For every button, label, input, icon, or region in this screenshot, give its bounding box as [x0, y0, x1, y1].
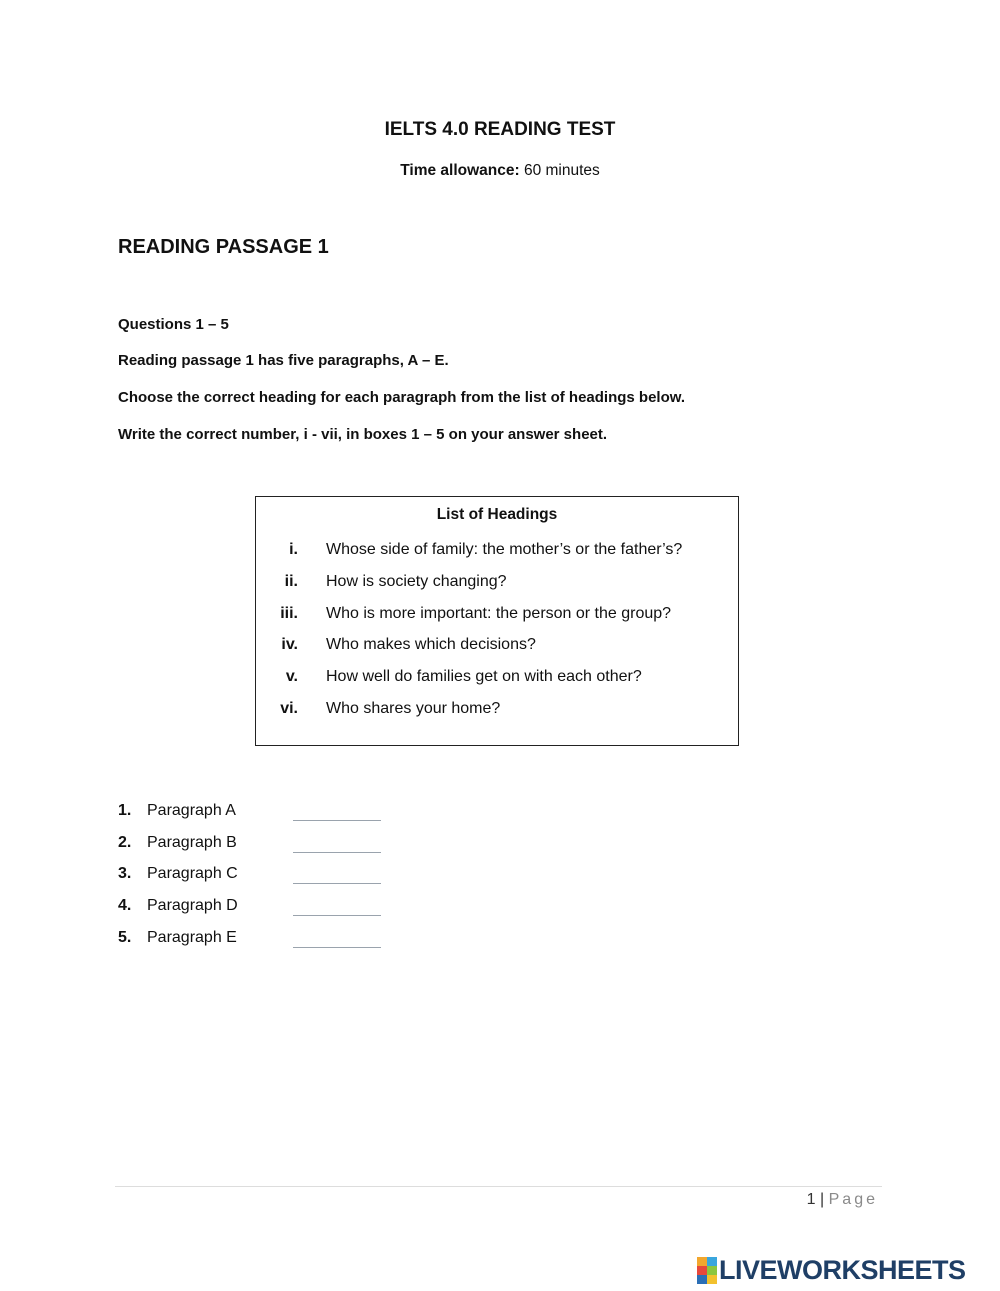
answer-blank-5[interactable] [293, 947, 381, 948]
instruction-write-number: Write the correct number, i - vii, in boxes 1 – 5 on your answer sheet. [118, 426, 608, 443]
heading-item [256, 573, 738, 597]
time-allowance-label: Time allowance: [400, 162, 520, 179]
question-label: Paragraph E [147, 929, 237, 946]
heading-item [256, 668, 738, 692]
logo-block [697, 1257, 707, 1266]
page-number-separator: | [815, 1191, 829, 1208]
liveworksheets-logo[interactable] [697, 1256, 966, 1284]
logo-block [697, 1275, 707, 1284]
page-title: IELTS 4.0 READING TEST [384, 119, 616, 140]
heading-item-number: i. [289, 541, 298, 558]
footer-divider [115, 1186, 882, 1187]
question-number: 2. [118, 834, 132, 851]
heading-item-number: iv. [281, 636, 298, 653]
heading-item [256, 541, 738, 565]
heading-item-text: How well do families get on with each other? [326, 668, 642, 685]
instruction-questions-range: Questions 1 – 5 [118, 316, 229, 333]
page-number-value: 1 [806, 1191, 816, 1208]
heading-item-text: Who shares your home? [326, 700, 501, 717]
heading-item-text: Whose side of family: the mother’s or the father’s? [326, 541, 683, 558]
question-number: 5. [118, 929, 132, 946]
logo-block [707, 1275, 717, 1284]
question-number: 3. [118, 865, 132, 882]
question-row [118, 897, 418, 921]
liveworksheets-blocks-icon [697, 1257, 717, 1284]
question-row [118, 865, 418, 889]
heading-item-number: ii. [284, 573, 298, 590]
list-of-headings-box [255, 496, 739, 746]
heading-item [256, 605, 738, 629]
logo-block [707, 1257, 717, 1266]
heading-item-number: v. [285, 668, 298, 685]
instruction-paragraph-count: Reading passage 1 has five paragraphs, A – E. [118, 352, 449, 369]
question-row [118, 929, 418, 953]
answer-blank-3[interactable] [293, 883, 381, 884]
instruction-choose-heading: Choose the correct heading for each paragraph from the list of headings below. [118, 389, 686, 406]
question-number: 1. [118, 802, 132, 819]
question-row [118, 802, 418, 826]
logo-block [697, 1266, 707, 1275]
passage-heading: READING PASSAGE 1 [118, 236, 329, 258]
list-of-headings-title: List of Headings [436, 506, 558, 523]
question-label: Paragraph A [147, 802, 236, 819]
heading-item-number: iii. [280, 605, 298, 622]
question-row [118, 834, 418, 858]
time-allowance-value: 60 minutes [519, 162, 600, 179]
heading-item [256, 636, 738, 660]
page-number [780, 1191, 878, 1209]
logo-block [707, 1266, 717, 1275]
page-word: Page [828, 1191, 878, 1208]
question-label: Paragraph B [147, 834, 237, 851]
heading-item-text: How is society changing? [326, 573, 507, 590]
heading-item-text: Who is more important: the person or the group? [326, 605, 672, 622]
time-allowance [0, 162, 1000, 180]
question-label: Paragraph D [147, 897, 238, 914]
liveworksheets-wordmark: LIVEWORKSHEETS [719, 1255, 966, 1285]
heading-item-number: vi. [280, 700, 298, 717]
heading-item [256, 700, 738, 724]
heading-item-text: Who makes which decisions? [326, 636, 536, 653]
answer-blank-2[interactable] [293, 852, 381, 853]
answer-blank-1[interactable] [293, 820, 381, 821]
question-label: Paragraph C [147, 865, 238, 882]
answer-blank-4[interactable] [293, 915, 381, 916]
question-number: 4. [118, 897, 132, 914]
